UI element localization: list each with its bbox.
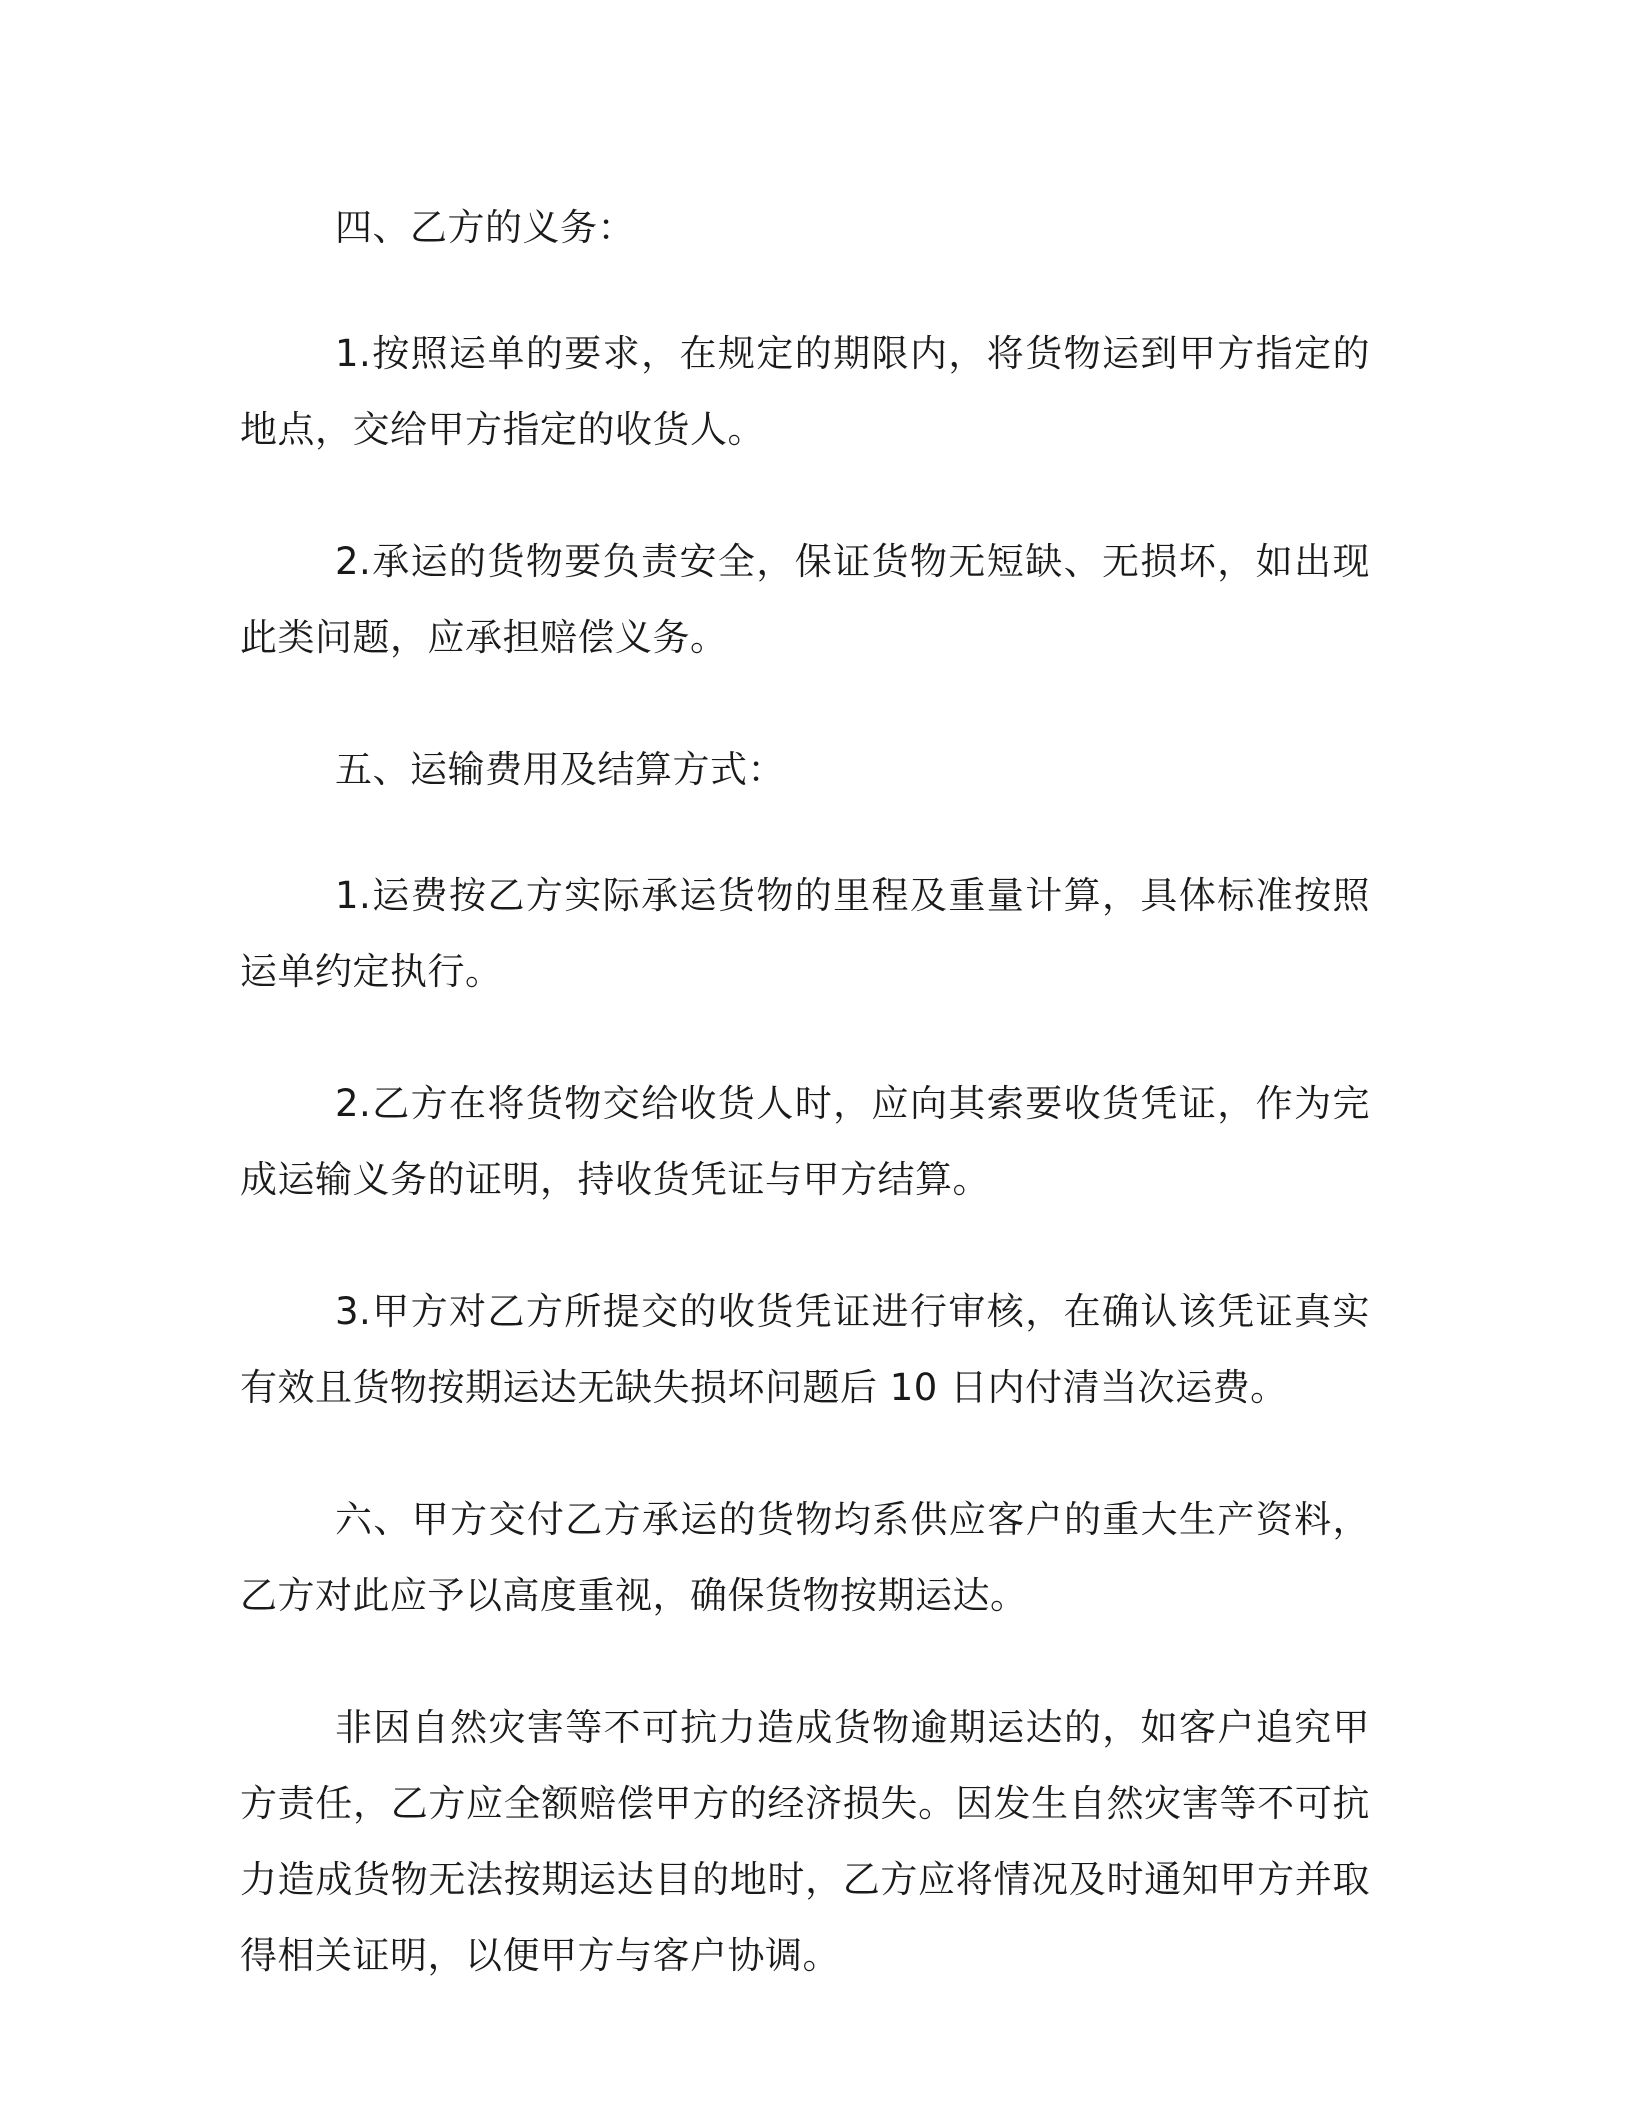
document-body [240, 190, 1370, 2050]
paragraph-force-majeure: 非因自然灾害等不可抗力造成货物逾期运达的，如客户追究甲方责任，乙方应全额赔偿甲方的经济损失。因发生自然灾害等不可抗力造成货物无法按期运达目的地时，乙方应将情况及时通知甲方并取得相关证明，以便甲方与客户协调。 [240, 1706, 1370, 1977]
paragraph-fee-2: 2.乙方在将货物交给收货人时，应向其索要收货凭证，作为完成运输义务的证明，持收货凭证与甲方结算。 [240, 1082, 1370, 1201]
paragraph-obligation-2: 2.承运的货物要负责安全，保证货物无短缺、无损坏，如出现此类问题，应承担赔偿义务。 [240, 540, 1370, 659]
paragraph-fee-1: 1.运费按乙方实际承运货物的里程及重量计算，具体标准按照运单约定执行。 [240, 874, 1370, 993]
section-clause-six: 六、甲方交付乙方承运的货物均系供应客户的重大生产资料，乙方对此应予以高度重视，确保货物按期运达。 [240, 1498, 1370, 1617]
section-heading-fees: 五、运输费用及结算方式： [335, 748, 785, 791]
paragraph-fee-3: 3.甲方对乙方所提交的收货凭证进行审核，在确认该凭证真实有效且货物按期运达无缺失损坏问题后 10 日内付清当次运费。 [240, 1290, 1370, 1409]
paragraph-obligation-1: 1.按照运单的要求，在规定的期限内，将货物运到甲方指定的地点，交给甲方指定的收货人。 [240, 332, 1370, 451]
section-heading-obligations: 四、乙方的义务： [335, 206, 635, 249]
